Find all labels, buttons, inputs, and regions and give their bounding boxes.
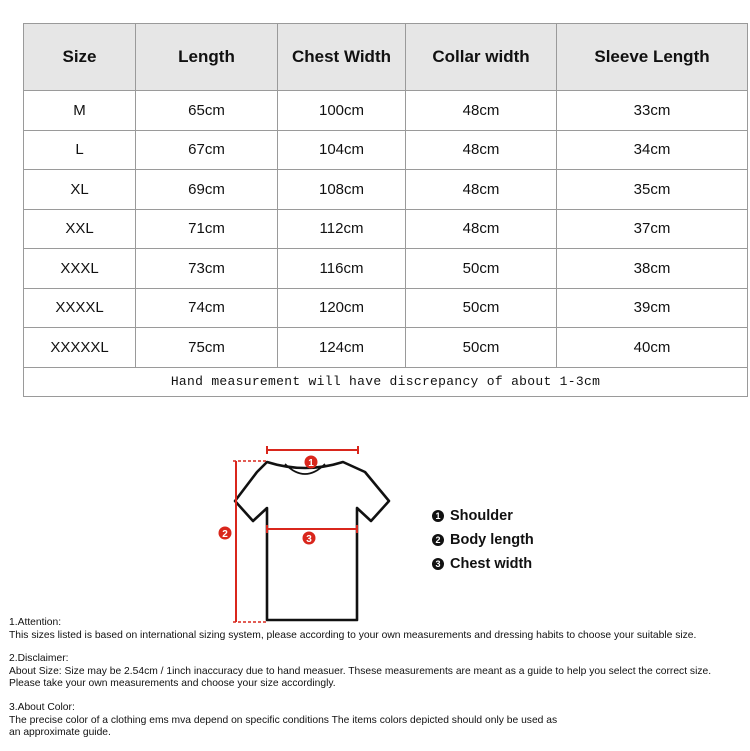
- cell-size: XXXL: [24, 249, 136, 289]
- table-row: [24, 288, 748, 328]
- cell-chest-width: 116cm: [278, 249, 406, 289]
- measurement-note: Hand measurement will have discrepancy of about 1-3cm: [24, 367, 748, 396]
- table-row: [24, 130, 748, 170]
- cell-size: M: [24, 91, 136, 131]
- cell-length: 71cm: [136, 209, 278, 249]
- color-note: [9, 702, 749, 740]
- cell-collar-width: 48cm: [406, 170, 557, 210]
- legend-label: Chest width: [450, 556, 533, 572]
- table-row: [24, 91, 748, 131]
- header-sleeve-length: Sleeve Length: [557, 24, 748, 91]
- size-chart-table: [23, 23, 748, 397]
- cell-sleeve-length: 34cm: [557, 130, 748, 170]
- cell-collar-width: 50cm: [406, 288, 557, 328]
- cell-sleeve-length: 37cm: [557, 209, 748, 249]
- cell-chest-width: 100cm: [278, 91, 406, 131]
- legend-item-chest-width: [432, 554, 534, 578]
- header-chest-width: Chest Width: [278, 24, 406, 91]
- marker-1-label: 1: [308, 458, 314, 469]
- attention-title: 1.Attention:: [9, 617, 62, 628]
- notes-section: [9, 617, 749, 751]
- cell-length: 69cm: [136, 170, 278, 210]
- cell-size: XXXXL: [24, 288, 136, 328]
- disclaimer-line-1: About Size: Size may be 2.54cm / 1inch inaccuracy due to hand measuer. Thsese measurements are meant as a guide to help you select the correct size.: [9, 665, 712, 677]
- cell-collar-width: 48cm: [406, 209, 557, 249]
- disclaimer-line-2: Please take your own measurements and choose your size accordingly.: [9, 678, 336, 690]
- cell-chest-width: 120cm: [278, 288, 406, 328]
- tshirt-measurement-diagram: [205, 445, 405, 630]
- cell-size: XXL: [24, 209, 136, 249]
- table-header-row: [24, 24, 748, 91]
- cell-chest-width: 112cm: [278, 209, 406, 249]
- cell-sleeve-length: 33cm: [557, 91, 748, 131]
- disclaimer-title: 2.Disclaimer:: [9, 653, 69, 665]
- cell-size: L: [24, 130, 136, 170]
- cell-sleeve-length: 40cm: [557, 328, 748, 368]
- cell-collar-width: 48cm: [406, 91, 557, 131]
- cell-collar-width: 48cm: [406, 130, 557, 170]
- cell-length: 65cm: [136, 91, 278, 131]
- cell-chest-width: 108cm: [278, 170, 406, 210]
- cell-length: 75cm: [136, 328, 278, 368]
- color-line-1: The precise color of a clothing ems mva depend on specific conditions The items colors depicted should only be used as: [9, 714, 558, 726]
- legend-number-icon: 3: [432, 558, 444, 570]
- disclaimer-note: [9, 653, 749, 691]
- marker-2-label: 2: [222, 529, 228, 540]
- cell-sleeve-length: 39cm: [557, 288, 748, 328]
- table-note-row: [24, 367, 748, 396]
- cell-length: 67cm: [136, 130, 278, 170]
- cell-chest-width: 124cm: [278, 328, 406, 368]
- color-title: 3.About Color:: [9, 701, 75, 713]
- marker-3-label: 3: [306, 534, 312, 545]
- cell-collar-width: 50cm: [406, 328, 557, 368]
- legend-item-body-length: [432, 530, 534, 554]
- legend-number-icon: 2: [432, 534, 444, 546]
- attention-note: [9, 617, 749, 642]
- table-row: [24, 249, 748, 289]
- color-line-2: an approximate guide.: [9, 727, 111, 739]
- cell-size: XL: [24, 170, 136, 210]
- measurement-legend: [432, 506, 534, 578]
- table-row: [24, 209, 748, 249]
- cell-length: 74cm: [136, 288, 278, 328]
- table-row: [24, 328, 748, 368]
- legend-label: Body length: [450, 532, 534, 548]
- attention-text: This sizes listed is based on international sizing system, please according to your own measurements and dressing habits to choose your suitable size.: [9, 629, 697, 641]
- cell-chest-width: 104cm: [278, 130, 406, 170]
- cell-sleeve-length: 35cm: [557, 170, 748, 210]
- header-length: Length: [136, 24, 278, 91]
- cell-collar-width: 50cm: [406, 249, 557, 289]
- header-collar-width: Collar width: [406, 24, 557, 91]
- legend-number-icon: 1: [432, 510, 444, 522]
- table-row: [24, 170, 748, 210]
- legend-item-shoulder: [432, 506, 534, 530]
- legend-label: Shoulder: [450, 508, 513, 524]
- header-size: Size: [24, 24, 136, 91]
- cell-length: 73cm: [136, 249, 278, 289]
- cell-sleeve-length: 38cm: [557, 249, 748, 289]
- cell-size: XXXXXL: [24, 328, 136, 368]
